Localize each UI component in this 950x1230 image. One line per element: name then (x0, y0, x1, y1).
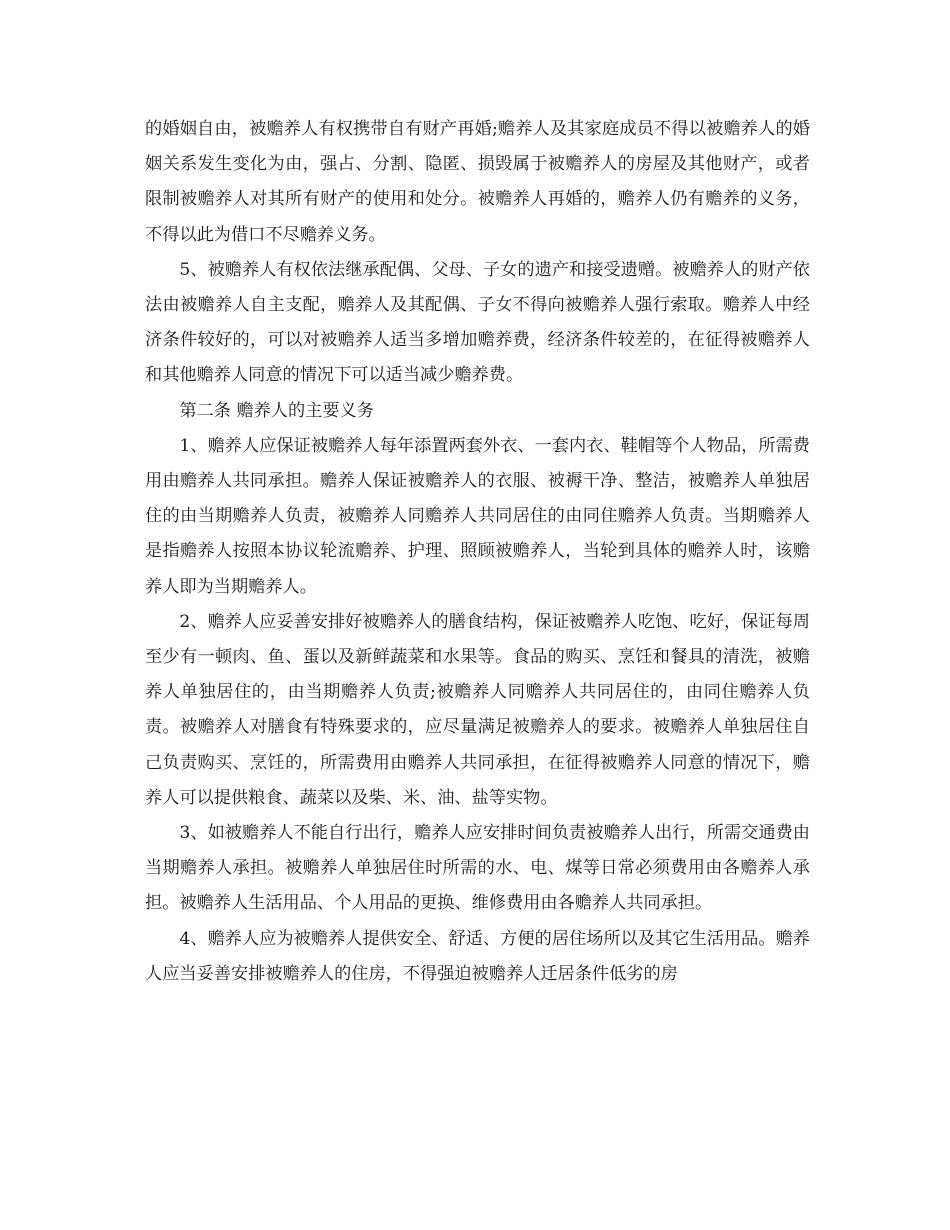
document-body (145, 112, 810, 992)
section-heading-article-2: 第二条 赡养人的主要义务 (179, 400, 374, 421)
paragraph-clause-1: 1、赡养人应保证被赡养人每年添置两套外衣、一套内衣、鞋帽等个人物品，所需费用由赡养人共同承担。赡养人保证被赡养人的衣服、被褥干净、整洁，被赡养人单独居住的由当期赡养人负责，被赡养人同赡养人共同居住的由同住赡养人负责。当期赡养人是指赡养人按照本协议轮流赡养、护理、照顾被赡养人，当轮到具体的赡养人时，该赡养人即为当期赡养人。 (145, 435, 810, 597)
paragraph-clause-5: 5、被赡养人有权依法继承配偶、父母、子女的遗产和接受遗赠。被赡养人的财产依法由被赡养人自主支配，赡养人及其配偶、子女不得向被赡养人强行索取。赡养人中经济条件较好的，可以对被赡养人适当多增加赡养费，经济条件较差的，在征得被赡养人和其他赡养人同意的情况下可以适当减少赡养费。 (145, 259, 810, 386)
paragraph-clause-3: 3、如被赡养人不能自行出行，赡养人应安排时间负责被赡养人出行，所需交通费由当期赡养人承担。被赡养人单独居住时所需的水、电、煤等日常必须费用由各赡养人承担。被赡养人生活用品、个人用品的更换、维修费用由各赡养人共同承担。 (145, 823, 810, 914)
paragraph-clause-2: 2、赡养人应妥善安排好被赡养人的膳食结构，保证被赡养人吃饱、吃好，保证每周至少有一顿肉、鱼、蛋以及新鲜蔬菜和水果等。食品的购买、烹饪和餐具的清洗，被赡养人单独居住的，由当期赡养人负责;被赡养人同赡养人共同居住的，由同住赡养人负责。被赡养人对膳食有特殊要求的，应尽量满足被赡养人的要求。被赡养人单独居住自己负责购买、烹饪的，所需费用由赡养人共同承担，在征得被赡养人同意的情况下，赡养人可以提供粮食、蔬菜以及柴、米、油、盐等实物。 (145, 611, 810, 808)
paragraph-clause-4: 4、赡养人应为被赡养人提供安全、舒适、方便的居住场所以及其它生活用品。赡养人应当妥善安排被赡养人的住房，不得强迫被赡养人迁居条件低劣的房 (145, 928, 810, 984)
paragraph-continuation: 的婚姻自由，被赡养人有权携带自有财产再婚;赡养人及其家庭成员不得以被赡养人的婚姻关系发生变化为由，强占、分割、隐匿、损毁属于被赡养人的房屋及其他财产，或者限制被赡养人对其所有财产的使用和处分。被赡养人再婚的，赡养人仍有赡养的义务，不得以此为借口不尽赡养义务。 (145, 119, 810, 245)
